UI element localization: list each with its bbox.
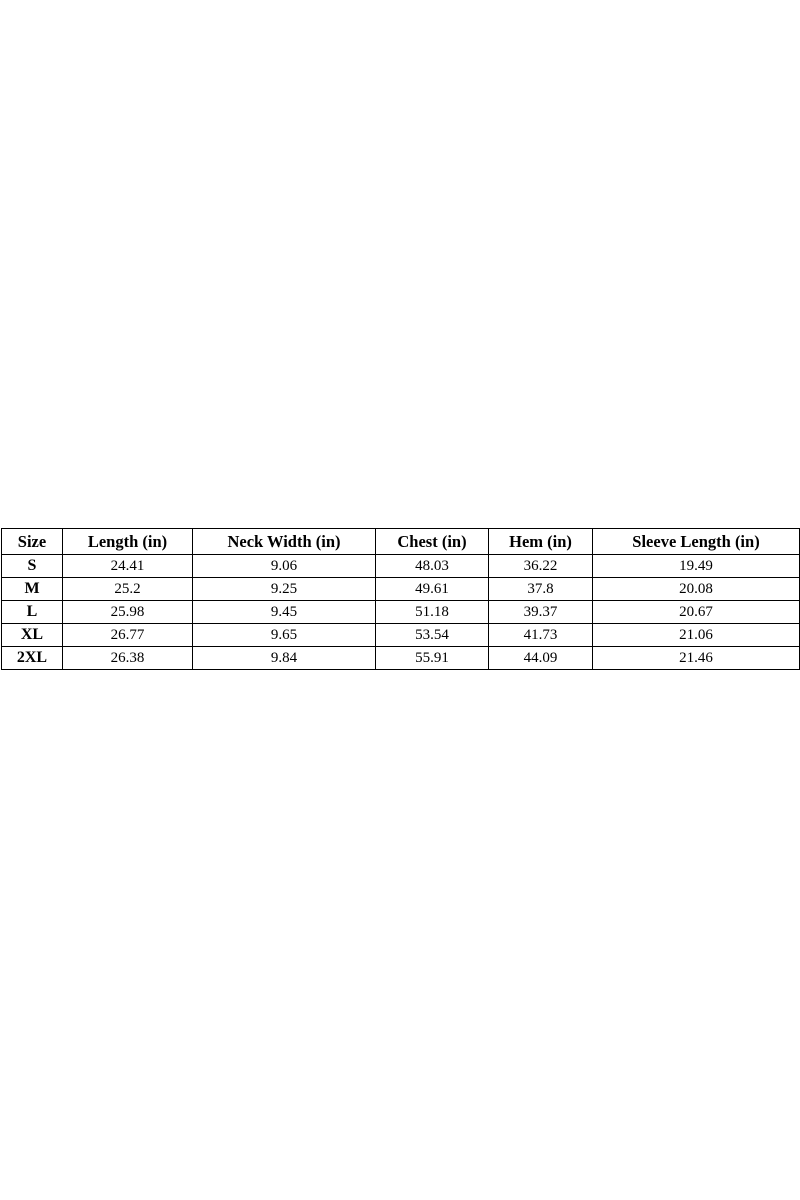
neck-width-cell: 9.45 (193, 601, 376, 624)
header-size: Size (2, 529, 63, 555)
neck-width-cell: 9.65 (193, 624, 376, 647)
length-cell: 25.98 (63, 601, 193, 624)
sleeve-length-cell: 20.67 (593, 601, 800, 624)
chest-cell: 48.03 (376, 555, 489, 578)
size-cell: S (2, 555, 63, 578)
sleeve-length-cell: 21.06 (593, 624, 800, 647)
sleeve-length-cell: 19.49 (593, 555, 800, 578)
length-cell: 26.77 (63, 624, 193, 647)
neck-width-cell: 9.25 (193, 578, 376, 601)
hem-cell: 41.73 (489, 624, 593, 647)
table-row (2, 555, 800, 578)
size-chart-table (1, 528, 800, 670)
neck-width-cell: 9.84 (193, 647, 376, 670)
header-chest: Chest (in) (376, 529, 489, 555)
size-cell: XL (2, 624, 63, 647)
header-hem: Hem (in) (489, 529, 593, 555)
hem-cell: 37.8 (489, 578, 593, 601)
length-cell: 24.41 (63, 555, 193, 578)
size-chart-header (2, 529, 800, 555)
header-row (2, 529, 800, 555)
hem-cell: 36.22 (489, 555, 593, 578)
table-row (2, 647, 800, 670)
neck-width-cell: 9.06 (193, 555, 376, 578)
table-row (2, 601, 800, 624)
chest-cell: 51.18 (376, 601, 489, 624)
length-cell: 25.2 (63, 578, 193, 601)
hem-cell: 44.09 (489, 647, 593, 670)
chest-cell: 53.54 (376, 624, 489, 647)
chest-cell: 55.91 (376, 647, 489, 670)
size-cell: 2XL (2, 647, 63, 670)
header-neck-width: Neck Width (in) (193, 529, 376, 555)
chest-cell: 49.61 (376, 578, 489, 601)
hem-cell: 39.37 (489, 601, 593, 624)
length-cell: 26.38 (63, 647, 193, 670)
size-cell: M (2, 578, 63, 601)
table-row (2, 624, 800, 647)
size-chart-body (2, 555, 800, 670)
sleeve-length-cell: 21.46 (593, 647, 800, 670)
header-sleeve-length: Sleeve Length (in) (593, 529, 800, 555)
sleeve-length-cell: 20.08 (593, 578, 800, 601)
size-cell: L (2, 601, 63, 624)
header-length: Length (in) (63, 529, 193, 555)
table-row (2, 578, 800, 601)
